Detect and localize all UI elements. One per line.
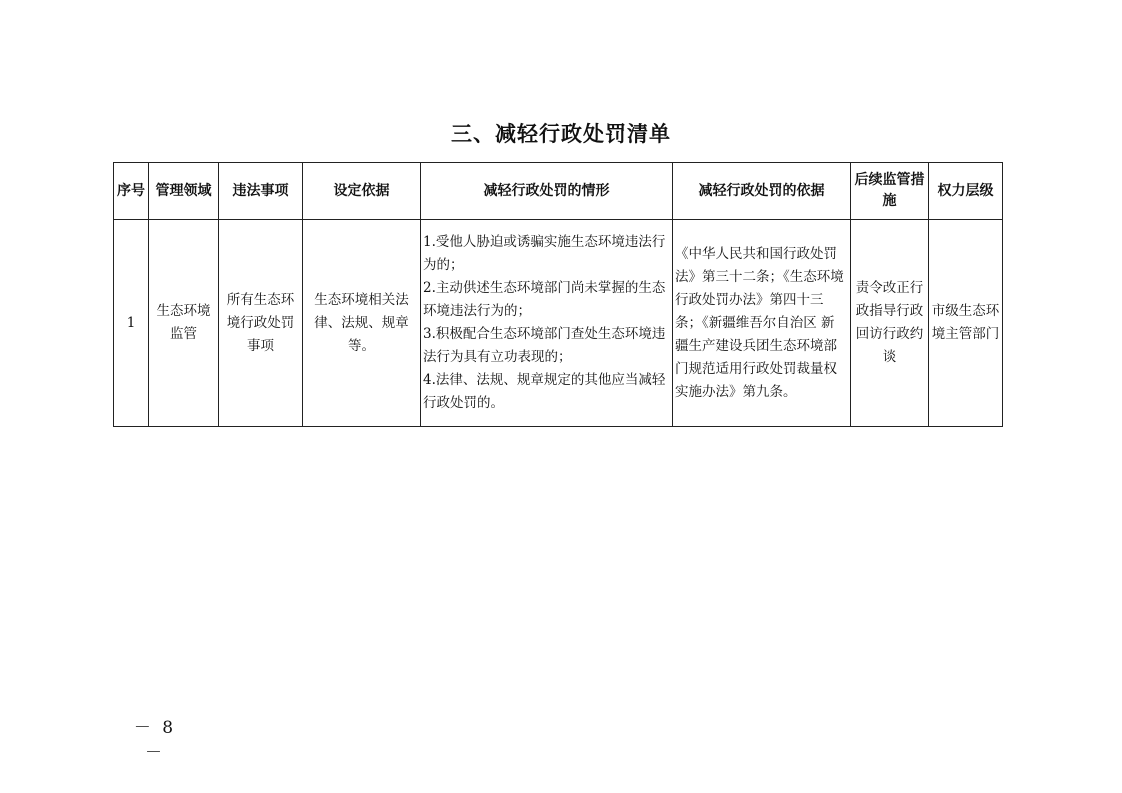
header-seq: 序号 bbox=[114, 163, 149, 220]
cell-violation: 所有生态环境行政处罚事项 bbox=[219, 220, 303, 427]
header-supervision: 后续监管措施 bbox=[851, 163, 929, 220]
cell-conditions bbox=[421, 220, 673, 427]
condition-item: 3.积极配合生态环境部门查处生态环境违法行为具有立功表现的； bbox=[423, 326, 666, 365]
condition-item: 2.主动供述生态环境部门尚未掌握的生态环境违法行为的； bbox=[423, 280, 666, 319]
penalty-reduction-table bbox=[113, 162, 1003, 427]
condition-item: 4.法律、法规、规章规定的其他应当减轻行政处罚的。 bbox=[423, 372, 666, 411]
document-title: 三、减轻行政处罚清单 bbox=[451, 122, 671, 146]
page-number: － 8 － bbox=[133, 718, 177, 763]
condition-item: 1.受他人胁迫或诱骗实施生态环境违法行为的； bbox=[423, 234, 666, 273]
cell-seq: 1 bbox=[114, 220, 149, 427]
header-basis: 设定依据 bbox=[303, 163, 421, 220]
cell-supervision: 责令改正行政指导行政回访行政约谈 bbox=[851, 220, 929, 427]
header-reduction-basis: 减轻行政处罚的依据 bbox=[673, 163, 851, 220]
table-row bbox=[114, 220, 1003, 427]
cell-reduction-basis: 《中华人民共和国行政处罚法》第三十二条；《生态环境行政处罚办法》第四十三条；《新疆维吾尔自治区 新疆生产建设兵团生态环境部门规范适用行政处罚裁量权实施办法》第九条。 bbox=[673, 220, 851, 427]
table-header-row bbox=[114, 163, 1003, 220]
header-violation: 违法事项 bbox=[219, 163, 303, 220]
cell-authority: 市级生态环境主管部门 bbox=[929, 220, 1003, 427]
header-authority: 权力层级 bbox=[929, 163, 1003, 220]
header-field: 管理领域 bbox=[149, 163, 219, 220]
header-conditions: 减轻行政处罚的情形 bbox=[421, 163, 673, 220]
cell-basis: 生态环境相关法律、法规、规章等。 bbox=[303, 220, 421, 427]
cell-field: 生态环境监管 bbox=[149, 220, 219, 427]
